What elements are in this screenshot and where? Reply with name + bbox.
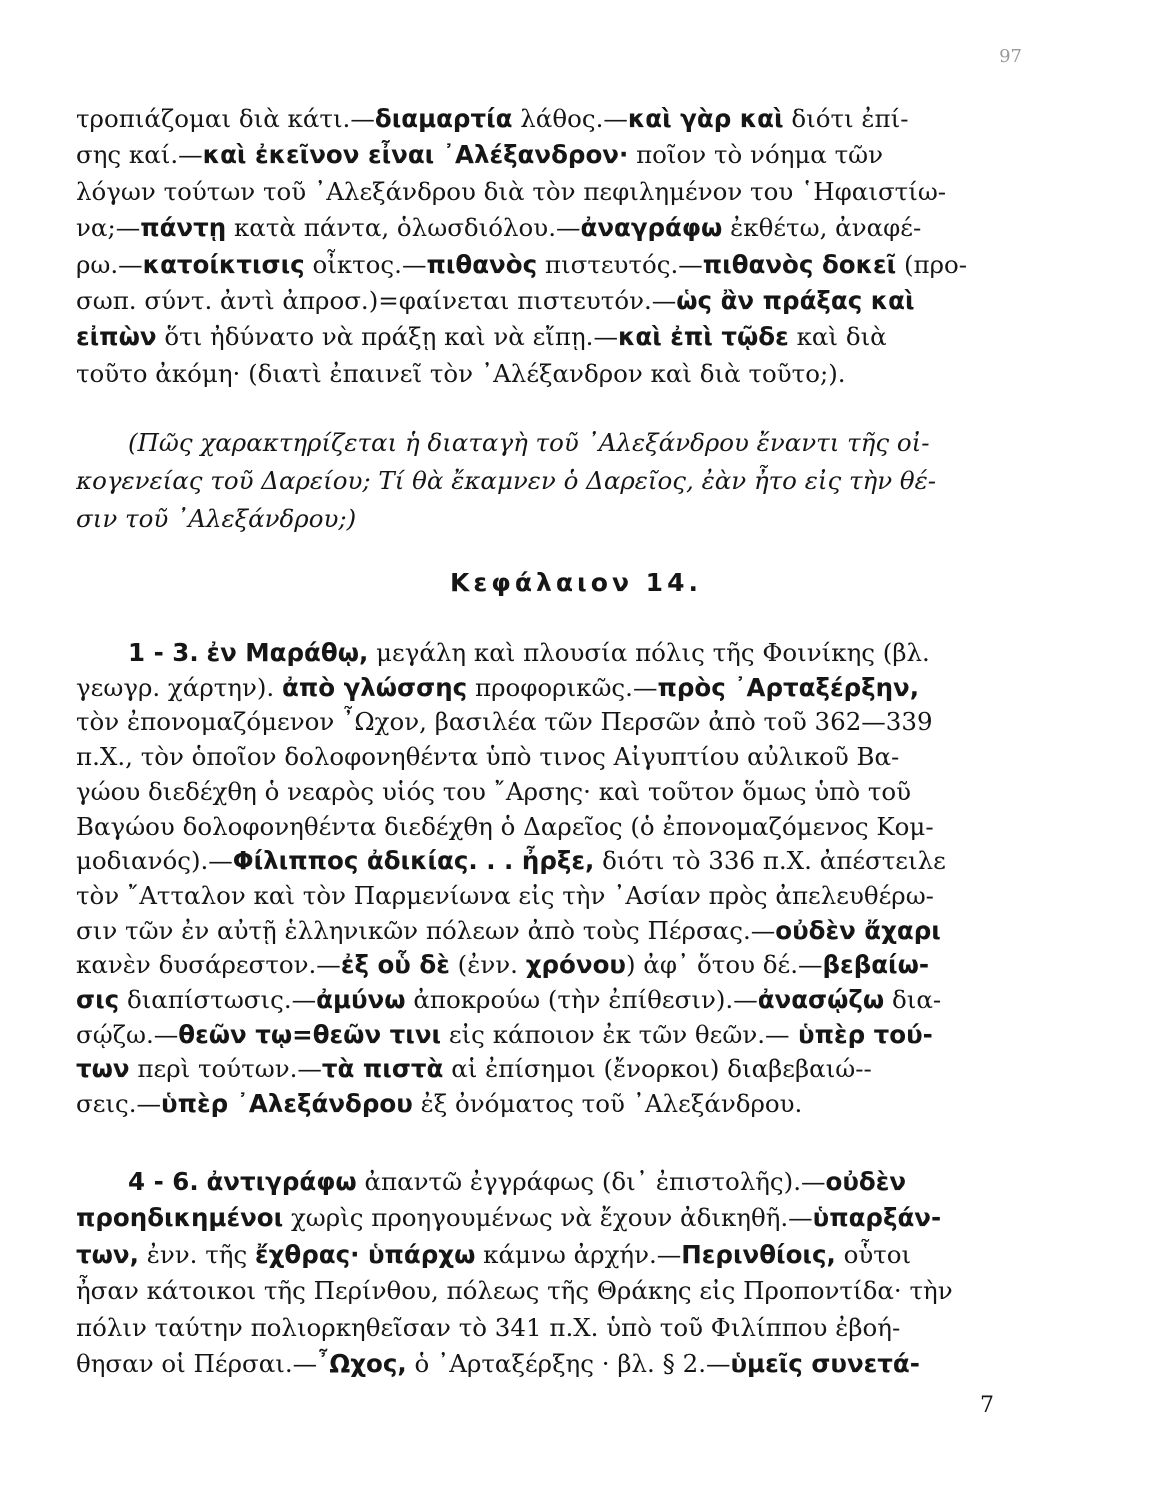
text-line [128, 637, 1074, 669]
gloss: αἱ ἐπίσημοι (ἔνορκοι) διαβεβαιώ-- [443, 1054, 872, 1084]
term: ἐξ οὗ δὲ [340, 950, 450, 980]
term: 4 - 6. [128, 1167, 199, 1196]
term: ῏Ωχος, [317, 1349, 407, 1378]
gloss: προφορικῶς.— [467, 672, 658, 702]
text-line [76, 1088, 1022, 1120]
term: ἀντιγράφω [206, 1167, 357, 1196]
gloss: τὸν ἐπονομαζόμενον ῏Ωχον, βασιλέα τῶν Περσῶν ἀπὸ τοῦ 362—339 [76, 707, 933, 737]
signature-mark: 7 [980, 1393, 994, 1418]
term: πιθανὸς [426, 249, 538, 279]
text-line [76, 949, 1022, 981]
term: ὑπὲρ τού- [789, 1019, 933, 1049]
gloss: λόγων τούτων τοῦ ᾿Αλεξάνδρου διὰ τὸν πεφιλημένον του ῾Ηφαιστίω- [76, 176, 947, 206]
chapter-heading: Κεφάλαιον 14. [450, 568, 702, 597]
text-line [76, 1239, 1022, 1271]
gloss: ρω.— [76, 249, 143, 279]
gloss: χωρὶς προηγουμένως νὰ ἔχουν ἀδικηθῆ.— [283, 1203, 813, 1233]
gloss: ἐξ ὀνόματος τοῦ ᾿Αλεξάνδρου. [412, 1089, 803, 1119]
gloss: τροπιάζομαι διὰ κάτι.— [76, 104, 375, 133]
gloss: μεγάλη καὶ πλουσία πόλις τῆς Φοινίκης (βλ. [368, 638, 930, 667]
text-line [76, 1202, 1022, 1234]
page-number: 97 [999, 46, 1022, 67]
text-line [76, 1053, 1022, 1085]
gloss: σῴζω.— [76, 1019, 179, 1049]
term: ἔχθρας· ὑπάρχω [254, 1239, 476, 1269]
term: πρὸς ᾿Αρταξέρξην, [657, 672, 920, 702]
term: καὶ γὰρ καὶ [627, 104, 784, 133]
text-line [76, 176, 1022, 208]
text-line [76, 1312, 1022, 1344]
text-line [76, 1019, 1022, 1051]
gloss: διότι τὸ 336 π.Χ. ἀπέστειλε [594, 846, 946, 876]
text-line [76, 880, 1022, 912]
term: των, [76, 1239, 139, 1269]
text-line [76, 1348, 1022, 1380]
term: Φίλιππος ἀδικίας. . . ἦρξε, [232, 846, 595, 876]
gloss: ὅτι ἠδύνατο νὰ πράξῃ καὶ νὰ εἴπῃ.— [156, 322, 618, 352]
term: ὡς ἂν πράξας καὶ [676, 286, 915, 315]
term: πιθανὸς δοκεῖ [702, 249, 897, 279]
gloss: λάθος.— [512, 104, 628, 133]
term: βεβαίω- [822, 950, 930, 980]
text-line [76, 249, 1022, 281]
text-line [76, 321, 1022, 353]
gloss: πιστευτός.— [537, 249, 703, 279]
term: ἀμύνω [316, 985, 406, 1014]
gloss: οἶκτος.— [304, 249, 427, 279]
gloss: περὶ τούτων.— [129, 1054, 322, 1084]
term: θεῶν τῳ=θεῶν τινι [178, 1019, 442, 1049]
gloss: πόλιν ταύτην πολιορκηθεῖσαν τὸ 341 π.Χ. ὑπὸ τοῦ Φιλίππου ἐβοή- [76, 1312, 901, 1342]
gloss: σεις.— [76, 1089, 162, 1119]
term: οὐδὲν [825, 1167, 907, 1196]
gloss [274, 673, 282, 702]
gloss: οὗτοι [835, 1239, 912, 1269]
gloss: π.Χ., τὸν ὁποῖον δολοφονηθέντα ὑπὸ τινος Αἰγυπτίου αὐλικοῦ Βα- [76, 742, 900, 772]
term: των [76, 1054, 130, 1084]
gloss: διότι ἐπί- [783, 104, 909, 133]
text-line [76, 212, 1022, 244]
question-line: σιν τοῦ ᾿Αλεξάνδρου;) [76, 504, 357, 533]
text-line [128, 1166, 1074, 1198]
gloss: μοδιανός).— [76, 846, 233, 876]
text-line [76, 845, 1022, 877]
gloss: ὁ ᾿Αρταξέρξης · βλ. § 2.— [406, 1349, 731, 1378]
text-line [76, 358, 1022, 390]
term: 1 - 3. [128, 638, 199, 667]
text-line [76, 915, 1022, 947]
term: χρόνου [525, 950, 626, 980]
text-line [76, 741, 1022, 773]
question-line: (Πῶς χαρακτηρίζεται ἡ διαταγὴ τοῦ ᾿Αλεξάνδρου ἔναντι τῆς οἰ- [128, 428, 930, 457]
gloss: ἀποκρούω (τὴν ἐπίθεσιν).— [405, 985, 758, 1014]
gloss: τὸν ῎Ατταλον καὶ τὸν Παρμενίωνα εἰς τὴν ᾿Ασίαν πρὸς ἀπελευθέρω- [76, 880, 934, 910]
term: ἀπὸ γλώσσης [282, 672, 468, 702]
gloss: ) ἀφ᾿ ὅτου δέ.— [625, 950, 823, 980]
gloss: σιν τῶν ἐν αὐτῇ ἑλληνικῶν πόλεων ἀπὸ τοὺς Πέρσας.— [76, 915, 776, 945]
gloss: καὶ διὰ [788, 322, 887, 352]
term: προηδικημένοι [76, 1203, 284, 1233]
gloss: (ἐνν. [449, 950, 526, 980]
term: ὑπὲρ ᾿Αλεξάνδρου [161, 1089, 413, 1119]
gloss: ποῖον τὸ νόημα τῶν [628, 140, 884, 170]
term: ἐν Μαράθῳ, [206, 638, 369, 667]
gloss: θησαν οἱ Πέρσαι.— [76, 1349, 318, 1378]
gloss: γώου διεδέχθη ὁ νεαρὸς υἱός του ῎Αρσης· καὶ τοῦτον ὅμως ὑπὸ τοῦ [76, 776, 912, 806]
gloss: σωπ. σύντ. ἀντὶ ἀπροσ.)=φαίνεται πιστευτόν.— [76, 286, 677, 315]
gloss: ἀπαντῶ ἐγγράφως (δι᾿ ἐπιστολῆς).— [356, 1167, 826, 1196]
gloss: ἐνν. τῆς [138, 1239, 255, 1269]
text-line [76, 285, 1022, 317]
text-line [76, 811, 1022, 843]
term: Περινθίοις, [681, 1239, 836, 1269]
gloss: γεωγρ. χάρτην). [76, 672, 275, 702]
term: κατοίκτισις [142, 249, 305, 279]
gloss: κατὰ πάντα, ὁλωσδιόλου.— [226, 213, 581, 243]
term: ὑπαρξάν- [812, 1203, 942, 1233]
gloss: να;— [76, 213, 141, 243]
gloss: κάμνω ἀρχήν.— [475, 1239, 682, 1269]
text-line [76, 984, 1022, 1016]
text-line [76, 103, 1022, 135]
term: οὐδὲν ἄχαρι [775, 915, 941, 945]
text-line [76, 1275, 1022, 1307]
term: καὶ ἐκεῖνον εἶναι ᾿Αλέξανδρον· [202, 140, 629, 170]
text-line [76, 706, 1022, 738]
gloss: ἦσαν κάτοικοι τῆς Περίνθου, πόλεως τῆς Θράκης εἰς Προποντίδα· τὴν [76, 1276, 953, 1306]
gloss: σης καί.— [76, 140, 203, 170]
gloss: ἐκθέτω, ἀναφέ- [722, 213, 922, 243]
term: ἀναγράφω [580, 213, 723, 243]
question-line: κογενείας τοῦ Δαρείου; Τί θὰ ἔκαμνεν ὁ Δαρεῖος, ἐὰν ἦτο εἰς τὴν θέ- [76, 466, 937, 495]
term: εἰπὼν [76, 322, 157, 352]
term: σις [76, 985, 120, 1014]
term: ἀνασῴζω [757, 985, 885, 1014]
text-line [76, 139, 1022, 171]
gloss: εἰς κάποιον ἐκ τῶν θεῶν.— [441, 1019, 790, 1049]
gloss: κανὲν δυσάρεστον.— [76, 950, 341, 980]
text-line [76, 672, 1022, 704]
gloss: διαπίστωσις.— [119, 985, 317, 1014]
gloss: δια- [884, 985, 942, 1014]
text-line [76, 776, 1022, 808]
term: πάντῃ [140, 213, 227, 243]
gloss: τοῦτο ἀκόμη· (διατὶ ἐπαινεῖ τὸν ᾿Αλέξανδρον καὶ διὰ τοῦτο;). [76, 358, 846, 388]
term: διαμαρτία [374, 104, 513, 133]
term: καὶ ἐπὶ τῷδε [617, 322, 789, 352]
gloss: Βαγώου δολοφονηθέντα διεδέχθη ὁ Δαρεῖος (ὁ ἐπονομαζόμενος Κομ- [76, 811, 934, 841]
term: ὑμεῖς συνετά- [730, 1349, 920, 1378]
term: τὰ πιστὰ [321, 1054, 444, 1084]
gloss: (προ- [896, 249, 968, 279]
